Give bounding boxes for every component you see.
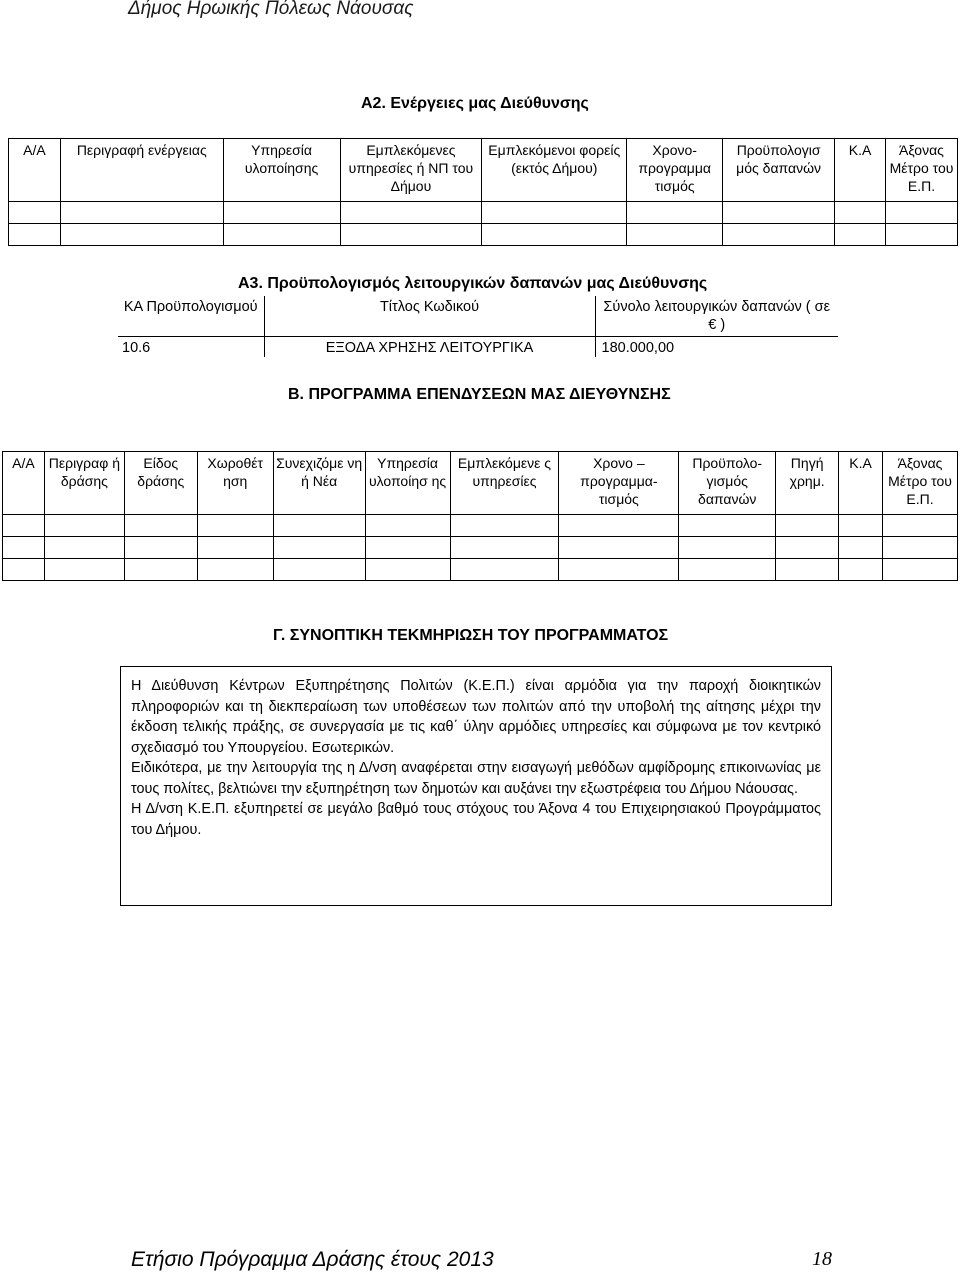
col-header: Συνεχιζόμε νη ή Νέα	[273, 452, 365, 515]
col-header: Τίτλος Κωδικού	[264, 296, 595, 336]
col-header: Εμπλεκόμενε ς υπηρεσίες	[450, 452, 559, 515]
justification-paragraph: Η Δ/νση Κ.Ε.Π. εξυπηρετεί σε μεγάλο βαθμό τους στόχους του Άξονα 4 του Επιχειρησιακού Προγράμματος του Δήμου.	[131, 801, 821, 838]
section-b-title: Β. ΠΡΟΓΡΑΜΜΑ ΕΠΕΝΔΥΣΕΩΝ ΜΑΣ ΔΙΕΥΘΥΝΣΗΣ	[288, 386, 671, 403]
col-header: Σύνολο λειτουργικών δαπανών ( σε € )	[595, 296, 838, 336]
justification-paragraph: Η Διεύθυνση Κέντρων Εξυπηρέτησης Πολιτών (Κ.Ε.Π.) είναι αρμόδια για την παροχή διοικητικών πληροφοριών και τη διεκπεραίωση των υποθέσεων των πολιτών από την υποβολή της αίτησης μέχρι την έκδοση τελικής πράξης, σε συνεργασία με τις καθ΄ ύλην αρμόδιες υπηρεσίες και σύμφωνα με τον κεντρικό σχεδιασμό του Υπουργείου. Εσωτερικών.	[131, 678, 821, 756]
col-header: Περιγραφή ενέργειας	[60, 139, 223, 202]
page-header-title: Δήμος Ηρωικής Πόλεως Νάουσας	[128, 0, 414, 19]
col-header: Υπηρεσία υλοποίησ ης	[365, 452, 450, 515]
section-a3-title: Α3. Προϋπολογισμός λειτουργικών δαπανών μας Διεύθυνσης	[238, 275, 708, 292]
col-header: Χρονο-προγραμμα τισμός	[627, 139, 723, 202]
table-header-row	[9, 139, 958, 202]
budget-table	[118, 296, 838, 357]
col-header: Κ.Α	[835, 139, 886, 202]
table-row	[3, 537, 958, 559]
col-header: Εμπλεκόμενες υπηρεσίες ή ΝΠ του Δήμου	[340, 139, 482, 202]
program-justification-box	[120, 666, 832, 906]
table-row	[118, 336, 838, 357]
table-row	[3, 515, 958, 537]
col-header: Χρονο – προγραμμα-τισμός	[559, 452, 679, 515]
col-header: ΚΑ Προϋπολογισμού	[118, 296, 264, 336]
col-header: Α/Α	[9, 139, 61, 202]
col-header: Πηγή χρημ.	[776, 452, 839, 515]
ka-cell: 10.6	[118, 336, 264, 357]
justification-paragraph: Ειδικότερα, με την λειτουργία της η Δ/νση αναφέρεται στην εισαγωγή μεθόδων αμφίδρομης επικοινωνίας με τους πολίτες, βελτιώνει την εξυπηρέτηση των δημοτών και αυξάνει την εξωστρέφεια του Δήμου Νάουσας.	[131, 760, 821, 797]
table-row	[3, 559, 958, 581]
col-header: Άξονας Μέτρο του Ε.Π.	[883, 452, 958, 515]
page-number: 18	[812, 1248, 832, 1270]
col-header: Προϋπολο-γισμός δαπανών	[679, 452, 776, 515]
section-a2-title: Α2. Ενέργειες μας Διεύθυνσης	[361, 95, 589, 112]
table-header-row	[118, 296, 838, 336]
col-header: Είδος δράσης	[124, 452, 197, 515]
col-header: Α/Α	[3, 452, 45, 515]
table-row	[9, 202, 958, 224]
table-header-row	[3, 452, 958, 515]
investment-table	[2, 451, 958, 581]
section-c-title: Γ. ΣΥΝΟΠΤΙΚΗ ΤΕΚΜΗΡΙΩΣΗ ΤΟΥ ΠΡΟΓΡΑΜΜΑΤΟΣ	[273, 627, 669, 644]
page-footer-title: Ετήσιο Πρόγραμμα Δράσης έτους 2013	[131, 1248, 494, 1271]
col-header: Άξονας Μέτρο του Ε.Π.	[885, 139, 957, 202]
col-header: Υπηρεσία υλοποίησης	[223, 139, 340, 202]
actions-table	[8, 138, 958, 246]
col-header: Εμπλεκόμενοι φορείς (εκτός Δήμου)	[482, 139, 627, 202]
col-header: Περιγραφ ή δράσης	[44, 452, 124, 515]
col-header: Χωροθέτ ηση	[197, 452, 273, 515]
col-header: Κ.Α	[839, 452, 883, 515]
total-cell: 180.000,00	[595, 336, 838, 357]
col-header: Προϋπολογισ μός δαπανών	[723, 139, 835, 202]
code-title-cell: ΕΞΟΔΑ ΧΡΗΣΗΣ ΛΕΙΤΟΥΡΓΙΚΑ	[264, 336, 595, 357]
table-row	[9, 224, 958, 246]
